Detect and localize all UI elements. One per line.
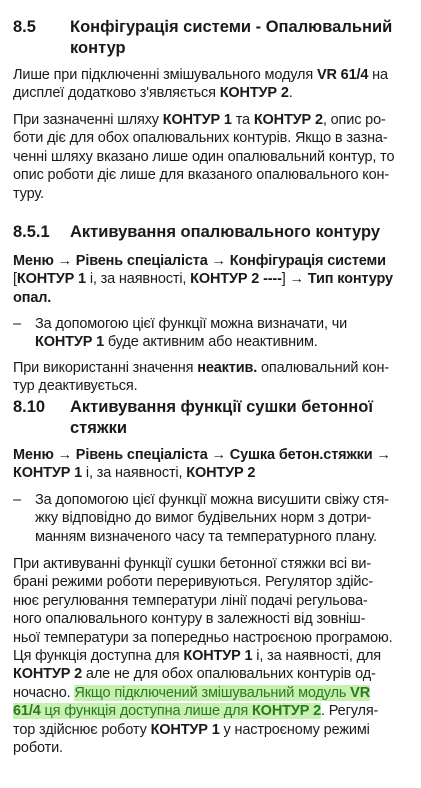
bullet-screed-drying: За допомогою цієї функції можна висушити свіжу стя- жку відповідно до вимог будівельних норм з дотри- манням визначеного часу та температурного плану.: [35, 492, 389, 545]
section-title: Конфігурація системи - Опалювальний контур: [70, 18, 393, 57]
section-number: 8.10: [13, 398, 46, 416]
section-heading-8-10: [13, 397, 413, 441]
highlighted-text: Якщо підключений змішувальний модуль VR: [74, 684, 371, 701]
bullet-dash: –: [13, 316, 22, 332]
section-number: 8.5.1: [13, 223, 50, 241]
bullet-activate-circuit: За допомогою цієї функції можна визначати, чи КОНТУР 1 буде активним або неактивним.: [35, 316, 348, 351]
bullet-dash: –: [13, 492, 22, 508]
paragraph-path-description: При зазначенні шляху КОНТУР 1 та КОНТУР 2, опис ро- боти діє для обох опалювальних контурів. Якщо в зазна- ченні шляху вказано лише один опалювальний контур, то опис роботи діє лише для вказаного опалювального кон- туру.: [13, 112, 395, 202]
paragraph-mixing-module: Лише при підключенні змішувального модуля VR 61/4 на дисплеї додатково з'являється КОНТУР 2.: [13, 67, 388, 102]
highlighted-text: 61/4 ця функція доступна лише для КОНТУР 2: [13, 703, 322, 720]
section-title: Активування опалювального контуру: [70, 223, 381, 241]
menu-path-screed-drying: Меню → Рівень спеціаліста → Сушка бетон.стяжки → КОНТУР 1 і, за наявності, КОНТУР 2: [13, 447, 391, 482]
section-heading-8-5: [13, 17, 413, 61]
paragraph-screed-drying-details: При активуванні функції сушки бетонної стяжки всі ви- брані режими роботи переривуються. Регулятор здійс- нює регулювання температури лінії подачі регульова- ного опалювального контуру в залежності від зовніш- ньої температури за попередньо настроєною програмою. Ця функція доступна для КОНТУР 1 і, за наявності, для КОНТУР 2 але не для обох опалювальних контурів од- ночасно. Якщо підключений змішувальний модуль VR 61/4 ця функція доступна лише для КОНТУР 2. Регуля- тор здійснює роботу КОНТУР 1 у настроєному режимі роботи.: [13, 556, 393, 757]
menu-path-heating-circuit: Меню → Рівень спеціаліста → Конфігурація системи [КОНТУР 1 і, за наявності, КОНТУР 2 ----] → Тип контуру опал.: [13, 253, 393, 306]
paragraph-deactivate: При використанні значення неактив. опалювальний кон- тур деактивується.: [13, 360, 390, 395]
section-heading-8-5-1: [13, 222, 413, 244]
section-number: 8.5: [13, 18, 36, 36]
section-title: Активування функції сушки бетонної стяжки: [70, 398, 373, 437]
